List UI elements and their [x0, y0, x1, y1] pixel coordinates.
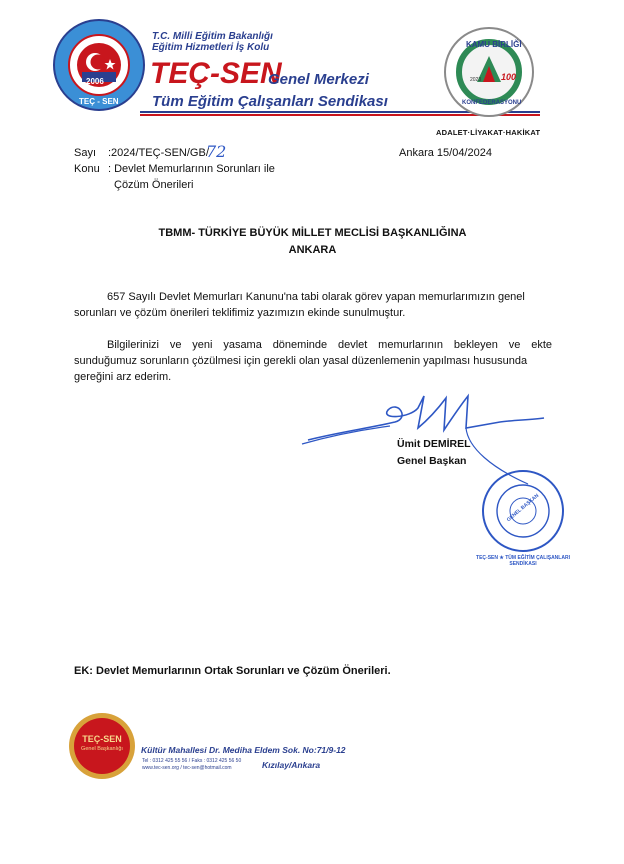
right-logo-num: 100	[501, 72, 517, 82]
ministry-line2: Eğitim Hizmetleri İş Kolu	[152, 42, 270, 53]
stamp-center-text: GENEL BAŞKAN	[505, 492, 541, 524]
footer-address: Kültür Mahallesi Dr. Mediha Eldem Sok. No:71/9-12	[141, 745, 346, 755]
konu-line2: Çözüm Önerileri	[114, 179, 194, 191]
addressee-line2: ANKARA	[288, 244, 337, 256]
stamp-ring-text: TEÇ-SEN ★ TÜM EĞİTİM ÇALIŞANLARI SENDİKASI	[476, 555, 570, 567]
right-logo-bottom: KONFEDERASYONU	[462, 100, 522, 106]
paragraph2-line3: gereğini arz ederim.	[74, 371, 172, 383]
motto: ADALET·LİYAKAT·HAKİKAT	[436, 128, 541, 137]
org-short-name: TEÇ-SEN	[150, 57, 282, 90]
footer-city: Kızılay/Ankara	[262, 760, 321, 770]
ministry-line1: T.C. Milli Eğitim Bakanlığı	[152, 31, 273, 42]
paragraph2-line1: Bilgilerinizi ve yeni yasama döneminde devlet memurlarının bekleyen ve ekte	[107, 339, 552, 351]
footer-badge-sub: Genel Başkanlığı	[81, 746, 123, 752]
sayi-value: :2024/TEÇ-SEN/GB/	[108, 147, 209, 159]
sayi-label: Sayı	[74, 147, 97, 159]
konu-line1: : Devlet Memurlarının Sorunları ile	[108, 163, 275, 175]
footer-phones: Tel : 0312 425 55 56 / Faks : 0312 425 56 50	[142, 758, 242, 764]
attachment-note: EK: Devlet Memurlarının Ortak Sorunları ve Çözüm Önerileri.	[74, 665, 391, 677]
addressee-line1: TBMM- TÜRKİYE BÜYÜK MİLLET MECLİSİ BAŞKANLIĞINA	[158, 227, 467, 239]
paragraph1-line1: 657 Sayılı Devlet Memurları Kanunu'na tabi olarak görev yapan memurlarımızın genel	[107, 291, 525, 303]
footer-web: www.tec-sen.org / tec-sen@hotmail.com	[142, 765, 232, 771]
konu-label: Konu	[74, 163, 100, 175]
left-logo-name: TEÇ - SEN	[79, 97, 119, 106]
org-hq: Genel Merkezi	[268, 71, 369, 88]
paragraph1-line2: sorunları ve çözüm önerileri teklifimiz yazımızın ekinde sunulmuştur.	[74, 307, 406, 319]
org-full-name: Tüm Eğitim Çalışanları Sendikası	[152, 93, 388, 110]
paragraph2-line2: sunduğumuz sorunların çözülmesi için gerekli olan yasal düzenlemenin yapılması hususunda	[74, 355, 528, 367]
signatory-name: Ümit DEMİREL	[397, 438, 471, 450]
right-logo-top: KAMU BİRLİĞİ	[466, 40, 522, 49]
document-date: Ankara 15/04/2024	[399, 147, 492, 159]
right-logo-year: 2023	[470, 77, 482, 83]
left-logo-year: 2006	[86, 77, 104, 86]
sayi-handwritten: 72	[206, 142, 227, 161]
footer-badge-name: TEÇ-SEN	[82, 734, 122, 744]
signatory-title: Genel Başkan	[397, 455, 467, 467]
